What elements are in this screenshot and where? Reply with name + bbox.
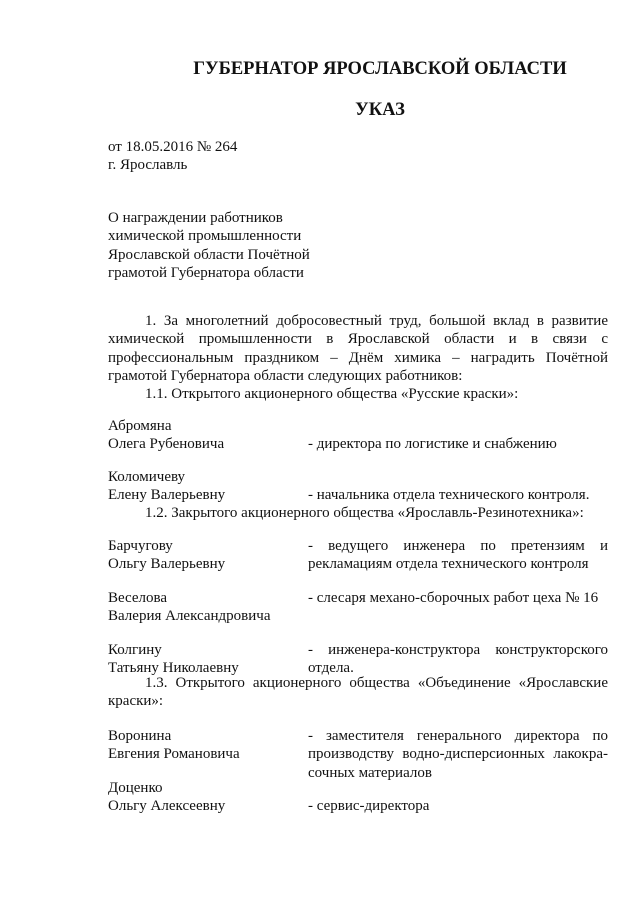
- subject-line: химической промышленности: [108, 228, 302, 245]
- document-type: УКАЗ: [355, 100, 405, 120]
- awardee-6-name: [108, 727, 308, 764]
- awardee-given-names: Татьяну Николаевну: [108, 660, 239, 677]
- section-1-3: 1.3. Открытого акционерного общества «Объединение «Ярославские краски»:: [108, 675, 608, 710]
- date-number: от 18.05.2016 № 264: [108, 139, 238, 155]
- authority-title: ГУБЕРНАТОР ЯРОСЛАВСКОЙ ОБЛАСТИ: [193, 59, 567, 79]
- awardee-surname: Колгину: [108, 642, 162, 658]
- subject-line: Ярославской области Почётной: [108, 246, 310, 263]
- subject-line: О награждении работников: [108, 210, 283, 226]
- city: г. Ярославль: [108, 157, 188, 173]
- awardee-given-names: Олега Рубеновича: [108, 436, 225, 453]
- awardee-given-names: Евгения Романовича: [108, 746, 240, 763]
- subject-block: [108, 209, 310, 282]
- subject-line: грамотой Губернатора области: [108, 264, 304, 281]
- awardee-given-names: Елену Валерьевну: [108, 487, 226, 504]
- awardee-2-position: - начальника отдела технического контроля.: [308, 487, 590, 503]
- awardee-surname: Доценко: [108, 780, 163, 796]
- awardee-7-name: [108, 779, 308, 816]
- awardee-2-name: [108, 468, 308, 505]
- awardee-surname: Воронина: [108, 728, 172, 744]
- awardee-surname: Барчугову: [108, 538, 173, 554]
- awardee-surname: Веселова: [108, 590, 168, 606]
- awardee-surname: Коломичеву: [108, 469, 186, 485]
- awardee-1-position: - директора по логистике и снабжению: [308, 436, 557, 452]
- section-1-1: 1.1. Открытого акционерного общества «Русские краски»:: [145, 386, 519, 402]
- awardee-6-position: - заместителя генерального директора по производству водно-дисперсионных лакокра-сочных материалов: [308, 728, 608, 781]
- decree-paragraph-1: 1. За многолетний добросовестный труд, большой вклад в развитие химической промышленности в Ярославской области и в связи с профессиональным праздником – Днём химика – наградить Почётной грамотой Губернатора области следующих работников:: [108, 313, 608, 384]
- awardee-4-position: - слесаря механо-сборочных работ цеха № 16: [308, 590, 599, 606]
- awardee-7-position: - сервис-директора: [308, 798, 430, 814]
- awardee-5-position: - инженера-конструктора конструкторского отдела.: [308, 642, 608, 677]
- section-1-2: 1.2. Закрытого акционерного общества «Ярославль-Резинотехника»:: [145, 505, 584, 521]
- awardee-given-names: Валерия Александровича: [108, 608, 271, 625]
- awardee-5-name: [108, 641, 308, 678]
- awardee-3-position: - ведущего инженера по претензиям и рекламациям отдела технического контроля: [308, 538, 608, 573]
- awardee-given-names: Ольгу Алексеевну: [108, 798, 226, 815]
- awardee-1-name: [108, 417, 308, 454]
- awardee-3-name: [108, 537, 308, 574]
- awardee-4-name: [108, 589, 308, 626]
- awardee-surname: Абромяна: [108, 418, 172, 434]
- awardee-given-names: Ольгу Валерьевну: [108, 556, 226, 573]
